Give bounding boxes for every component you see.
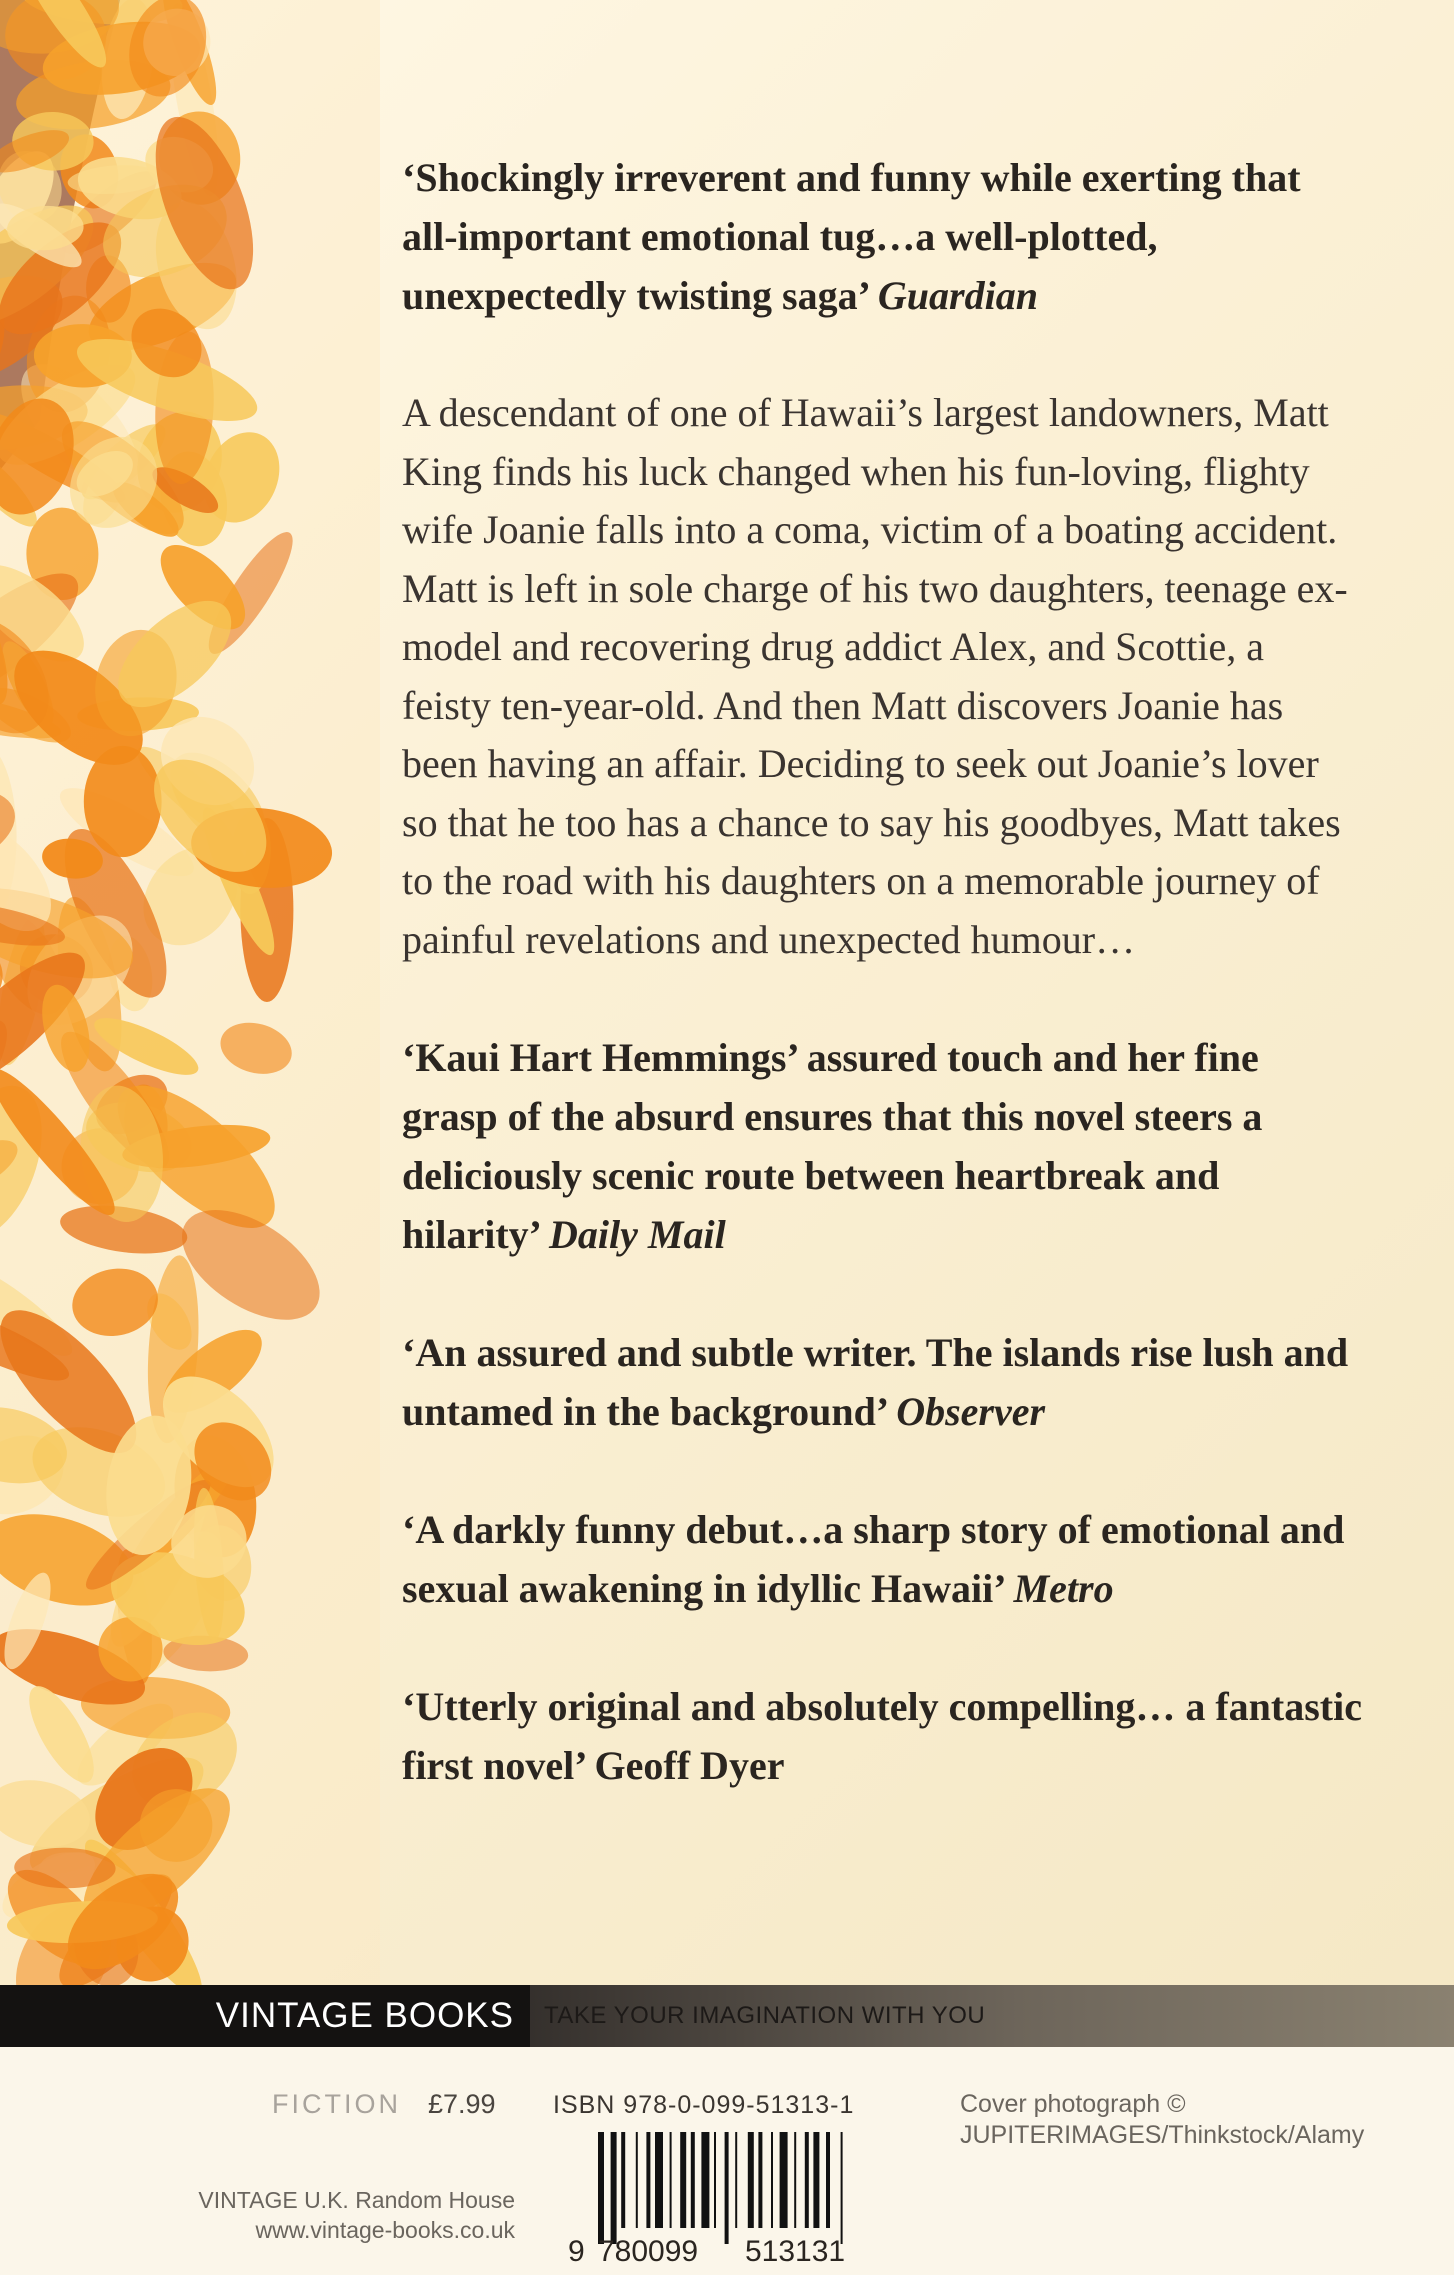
flower-garland-image <box>0 0 380 1985</box>
book-synopsis: A descendant of one of Hawaii’s largest landowners, Matt King finds his luck changed when his fun-loving, flighty wife Joanie falls into a coma, victim of a boating accident. Matt is left in sole charge of his two daughters, teenage ex-model and recovering drug addict Alex, and Scottie, a feisty ten-year-old. And then Matt discovers Joanie has been having an affair. Deciding to seek out Joanie’s lover so that he too has a chance to say his goodbyes, Matt takes to the road with his daughters on a memorable journey of painful revelations and unexpected humour… <box>402 390 1348 962</box>
barcode-bar <box>794 2132 796 2228</box>
barcode-bar <box>725 2132 729 2244</box>
price: £7.99 <box>428 2089 496 2119</box>
barcode-bar <box>735 2132 737 2228</box>
barcode-bar <box>780 2132 788 2228</box>
publisher-banner <box>0 1985 1454 2047</box>
barcode-bar <box>670 2132 672 2228</box>
cover-text <box>402 148 1362 1854</box>
isbn: ISBN 978-0-099-51313-1 <box>553 2091 855 2119</box>
quote-source: Daily Mail <box>549 1212 726 1257</box>
barcode-bar <box>621 2132 625 2228</box>
barcode-bar <box>646 2132 650 2228</box>
quote-text: ‘Kaui Hart Hemmings’ assured touch and her fine grasp of the absurd ensures that this novel steers a deliciously scenic route between heartbreak and hilarity’ <box>402 1035 1263 1257</box>
barcode-bar <box>636 2132 638 2228</box>
review-quote-metro <box>402 1500 1362 1618</box>
quote-source: Geoff Dyer <box>594 1743 785 1788</box>
review-quote-daily-mail <box>402 1028 1362 1264</box>
quote-source: Metro <box>1013 1566 1114 1611</box>
imprint-name: VINTAGE BOOKS <box>0 1985 530 2047</box>
barcode-icon <box>594 2132 914 2244</box>
photo-credit-line: Cover photograph © <box>960 2090 1186 2118</box>
barcode-bar <box>771 2132 773 2228</box>
barcode-first-digit: 9 <box>568 2235 585 2268</box>
review-quote-observer <box>402 1323 1362 1441</box>
barcode-bar <box>826 2132 830 2228</box>
barcode-bars <box>594 2132 914 2244</box>
quote-text: ‘Shockingly irreverent and funny while exerting that all-important emotional tug…a well-plotted, unexpectedly twisting saga’ <box>402 155 1301 318</box>
barcode-bar <box>655 2132 663 2228</box>
quote-text: ‘A darkly funny debut…a sharp story of emotional and sexual awakening in idyllic Hawaii’ <box>402 1507 1345 1611</box>
barcode-left-group: 780099 <box>598 2235 699 2268</box>
publisher-info <box>155 2185 515 2245</box>
barcode-bar <box>691 2132 695 2228</box>
barcode-bar <box>680 2132 686 2228</box>
barcode-bar <box>611 2132 617 2244</box>
barcode-bar <box>805 2132 809 2228</box>
publisher-name: VINTAGE U.K. Random House <box>198 2187 515 2213</box>
genre-label: FICTION <box>272 2089 401 2119</box>
flower-petal <box>84 746 162 857</box>
publisher-tagline: TAKE YOUR IMAGINATION WITH YOU <box>544 2002 986 2029</box>
quote-source: Guardian <box>877 273 1038 318</box>
quote-source: Observer <box>896 1389 1046 1434</box>
review-quote-geoff-dyer <box>402 1677 1362 1795</box>
barcode-bar <box>748 2132 754 2228</box>
barcode-bar <box>714 2132 716 2228</box>
cover-info-area <box>0 2047 1454 2275</box>
photo-credit <box>960 2089 1364 2151</box>
barcode-bar <box>598 2132 604 2244</box>
barcode-bar <box>841 2132 843 2244</box>
barcode-bar <box>813 2132 819 2228</box>
flower-garland-graphic <box>0 0 380 1985</box>
barcode-bar <box>701 2132 709 2228</box>
barcode-bar <box>758 2132 762 2228</box>
publisher-website: www.vintage-books.co.uk <box>255 2217 515 2243</box>
photo-credit-line: JUPITERIMAGES/Thinkstock/Alamy <box>960 2121 1365 2149</box>
quote-text: ‘An assured and subtle writer. The islands rise lush and untamed in the background’ <box>402 1330 1349 1434</box>
review-quote-guardian <box>402 148 1362 325</box>
barcode-right-group: 513131 <box>745 2235 846 2268</box>
quote-text: ‘Utterly original and absolutely compelling… a fantastic first novel’ <box>402 1684 1362 1788</box>
